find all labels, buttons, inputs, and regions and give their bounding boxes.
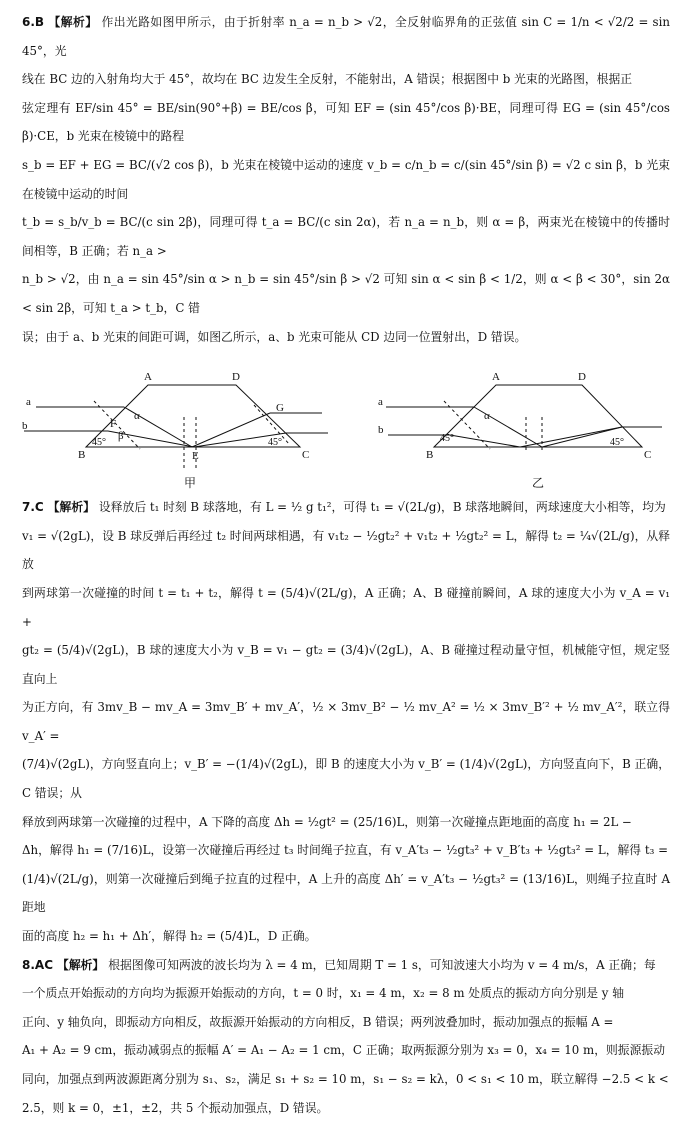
q8-line-4: A₁ + A₂ = 9 cm，振动减弱点的振幅 A′ = A₁ − A₂ = 1 cm，C 正确；取两振源分别为 x₃ = 0，x₄ = 10 m，则振源振动: [22, 1043, 665, 1058]
q7-line-3: 到两球第一次碰撞的时间 t = t₁ + t₂，解得 t = (5/4)√(2L/g)，A 正确；A、B 碰撞前瞬间，A 球的速度大小为 v_A = v₁ +: [22, 585, 670, 629]
q6-solution: [22, 8, 670, 351]
label-b-right: b: [378, 424, 384, 437]
label-45-right-a: 45°: [440, 433, 454, 445]
prism-diagrams-svg: [22, 353, 670, 491]
q7-line-9: (1/4)√(2L/g)，则第一次碰撞后到绳子拉直的过程中，A 上升的高度 Δh′ = v_A′t₃ − ½gt₃² = (13/16)L，则绳子拉直时 A 距地: [22, 871, 670, 915]
q6-line-2: 线在 BC 边的入射角均大于 45°，故均在 BC 边发生全反射，不能射出，A 错误；根据图中 b 光束的光路图，根据正: [22, 72, 633, 87]
q7-line-2: v₁ = √(2gL)，设 B 球反弹后再经过 t₂ 时间两球相遇，有 v₁t₂ − ½gt₂² + v₁t₂ + ½gt₂² = L，解得 t₂ = ¼√(2L/g)，从释放: [22, 528, 670, 572]
q8-line-6: 2.5，则 k = 0，±1，±2，共 5 个振动加强点，D 错误。: [22, 1100, 329, 1115]
q6-line-7: 误；由于 a、b 光束的间距可调，如图乙所示，a、b 光束可能从 CD 边同一位置射出，D 错误。: [22, 329, 527, 344]
label-b-left: b: [22, 420, 28, 433]
q7-line-4: gt₂ = (5/4)√(2gL)，B 球的速度大小为 v_B = v₁ − gt₂ = (3/4)√(2gL)，A、B 碰撞过程动量守恒，机械能守恒，规定竖直向上: [22, 643, 670, 686]
q7-tag: 【解析】: [47, 500, 95, 515]
label-C-right: C: [644, 449, 652, 462]
q7-line-6: (7/4)√(2gL)，方向竖直向上；v_B′ = −(1/4)√(2gL)，即 B 的速度大小为 v_B′ = (1/4)√(2gL)，方向竖直向下，B 正确，C 错误；从: [22, 757, 670, 801]
label-alpha-left: α: [134, 410, 140, 423]
q7-line-5: 为正方向，有 3mv_B − mv_A = 3mv_B′ + mv_A′，½ × 3mv_B² − ½ mv_A² = ½ × 3mv_B′² + ½ mv_A′²，联立得 v_A′ =: [22, 700, 670, 743]
label-a-left: a: [26, 396, 31, 409]
q7-text-1: 设释放后 t₁ 时刻 B 球落地，有 L = ½ g t₁²，可得 t₁ = √(2L/g)，B 球落地瞬间，两球速度大小相等，均为: [98, 500, 666, 515]
label-45-left-b: 45°: [268, 437, 282, 449]
q8-number: 8.AC: [22, 957, 54, 972]
q8-text-1: 根据图像可知两波的波长均为 λ = 4 m，已知周期 T = 1 s，可知波速大小均为 v = 4 m/s，A 正确；每: [108, 957, 656, 972]
label-A-left: A: [144, 371, 152, 384]
q6-number: 6.B: [22, 15, 45, 29]
label-alpha-right: α: [484, 410, 490, 423]
q6-text-1: 作出光路如图甲所示，由于折射率 n_a = n_b > √2，全反射临界角的正弦值 sin C = 1/n < √2/2 = sin 45°，光: [22, 15, 670, 58]
q6-line-1: [22, 8, 670, 65]
q8-line-3: 正向、y 轴负向，即振动方向相反，故振源开始振动的方向相反，B 错误；两列波叠加时，振动加强点的振幅 A =: [22, 1014, 614, 1029]
q8-line-5: 同向，加强点到两波源距离分别为 s₁、s₂，满足 s₁ + s₂ = 10 m，s₁ − s₂ = kλ，0 < s₁ < 10 m，联立解得 −2.5 < k <: [22, 1072, 669, 1086]
label-a-right: a: [378, 396, 383, 409]
label-45-left-a: 45°: [92, 437, 106, 449]
q7-solution: [22, 493, 670, 951]
label-G-left: G: [276, 402, 284, 415]
ray-b-right-reflect: [520, 427, 622, 447]
caption-yi: 乙: [532, 476, 545, 491]
label-C-left: C: [302, 449, 310, 462]
q6-line-6: n_b > √2，由 n_a = sin 45°/sin α > n_b = sin 45°/sin β > √2 可知 sin α < sin β < 1/2，则 α < β < 30°，sin 2α < sin 2β，可知 t_a > t_b，C 错: [22, 272, 670, 315]
figure-jia: [24, 385, 328, 471]
q6-tag: 【解析】: [48, 15, 98, 29]
label-F-left: F: [110, 418, 117, 431]
label-E-left: E: [192, 450, 199, 463]
q8-line-1: [22, 951, 670, 980]
q7-line-7: 释放到两球第一次碰撞的过程中，A 下降的高度 Δh = ½gt² = (25/16)L，则第一次碰撞点距地面的高度 h₁ = 2L −: [22, 814, 632, 829]
q7-number: 7.C: [22, 500, 44, 515]
q7-line-8: Δh，解得 h₁ = (7/16)L，设第一次碰撞后再经过 t₃ 时间绳子拉直，有 v_A′t₃ − ½gt₃² + v_B′t₃ + ½gt₃² = L，解得 t₃ =: [22, 843, 668, 858]
label-beta-left: β: [118, 430, 124, 443]
ray-b-right-refract: [450, 435, 520, 447]
q6-line-4: s_b = EF + EG = BC/(√2 cos β)，b 光束在棱镜中运动的速度 v_b = c/n_b = c/(sin 45°/sin β) = √2 c sin β，b 光束在棱镜中运动的时间: [22, 157, 670, 201]
label-D-left: D: [232, 371, 240, 384]
q8-line-2: 一个质点开始振动的方向均为振源开始振动的方向，t = 0 时，x₁ = 4 m，x₂ = 8 m 处质点的振动方向分别是 y 轴: [22, 986, 624, 1001]
label-A-right: A: [492, 371, 500, 384]
label-B-left: B: [78, 449, 86, 462]
q6-line-3: 弦定理有 EF/sin 45° = BE/sin(90°+β) = BE/cos β，可知 EF = (sin 45°/cos β)·BE，同理可得 EG = (sin 45°/cos β)·CE，b 光束在棱镜中的路程: [22, 100, 670, 144]
ray-a-left-reflect: [192, 413, 270, 447]
q7-line-1: [22, 493, 670, 522]
q7-line-10: 面的高度 h₂ = h₁ + Δh′，解得 h₂ = (5/4)L，D 正确。: [22, 929, 317, 944]
prism-figures: [22, 353, 670, 491]
label-B-right: B: [426, 449, 434, 462]
label-45-right-b: 45°: [610, 437, 624, 449]
q8-tag: 【解析】: [57, 957, 105, 972]
q6-line-5: t_b = s_b/v_b = BC/(c sin 2β)，同理可得 t_a = BC/(c sin 2α)，若 n_a = n_b，则 α = β，两束光在棱镜中的传播时间相等，B 正确；若 n_a >: [22, 215, 670, 258]
caption-jia: 甲: [184, 476, 197, 491]
q8-solution: [22, 951, 670, 1122]
label-D-right: D: [578, 371, 586, 384]
